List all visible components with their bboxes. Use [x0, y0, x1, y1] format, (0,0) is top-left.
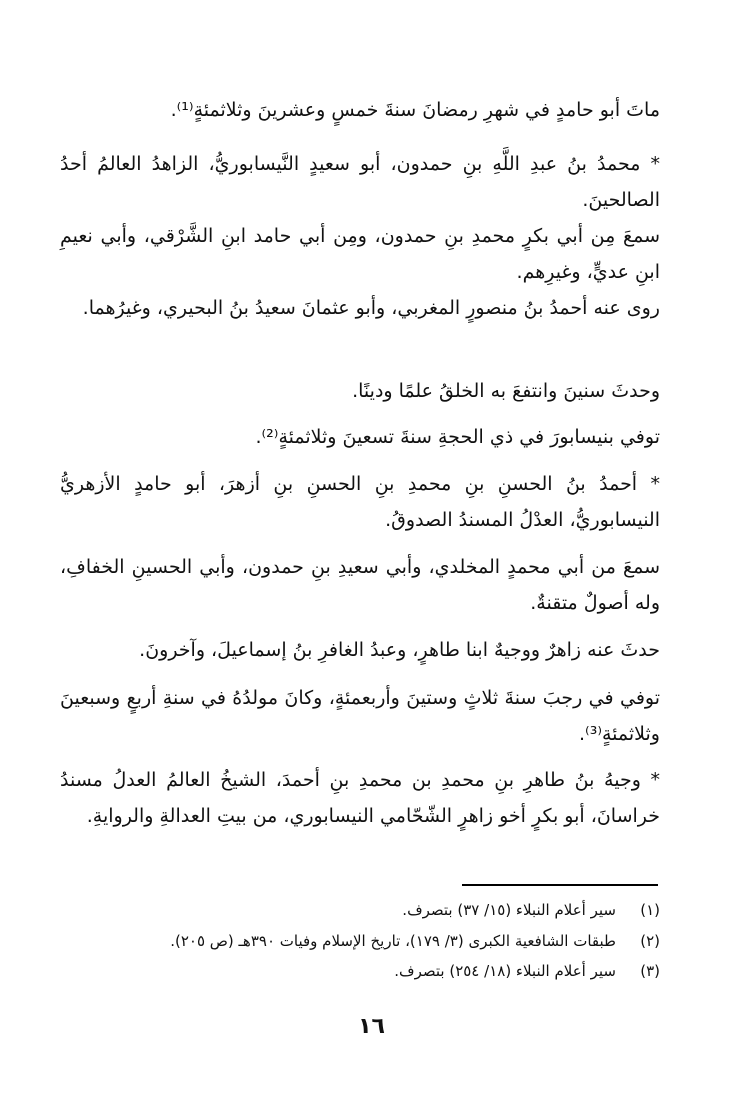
footnote-2 — [60, 931, 660, 951]
footnote-3-number: (٣) — [640, 962, 660, 980]
footnote-2-number: (٢) — [640, 932, 660, 950]
paragraph-8: سمعَ من أبي محمدٍ المخلدي، وأبي سعيدِ بنِ حمدون، وأبي الحسينِ الخفافِ، وله أصولٌ متقنةٌ. — [60, 556, 660, 614]
footnote-3 — [60, 961, 660, 981]
paragraph-2: * محمدُ بنُ عبدِ اللَّهِ بنِ حمدون، أبو سعيدٍ النَّيسابوريُّ، الزاهدُ العالمُ أحدُ الصالحينَ. — [60, 153, 660, 211]
footnote-1 — [60, 900, 660, 920]
footnote-1-number: (١) — [640, 901, 660, 919]
footnote-3-text: سير أعلام النبلاء (١٨/ ٢٥٤) بتصرف. — [394, 962, 616, 980]
footnote-separator — [462, 884, 658, 886]
paragraph-10: توفي في رجبَ سنةَ ثلاثٍ وستينَ وأربعمئةٍ، وكانَ مولدُهُ في سنةِ أربعٍ وسبعينَ وثلاثمئةٍ⁽³⁾. — [60, 687, 660, 745]
paragraph-1: ماتَ أبو حامدٍ في شهرِ رمضانَ سنةَ خمسٍ وعشرينَ وثلاثمئةٍ⁽¹⁾. — [170, 99, 660, 121]
paragraph-11: * وجيهُ بنُ طاهرِ بنِ محمدِ بن محمدِ بنِ أحمدَ، الشيخُ العالمُ العدلُ مسندُ خراسانَ، أبو بكرٍ أخو زاهرٍ الشّحّامي النيسابوري، من بيتِ العدالةِ والروايةِ. — [60, 769, 660, 827]
paragraph-6: توفي بنيسابورَ في ذي الحجةِ سنةَ تسعينَ وثلاثمئةٍ⁽²⁾. — [255, 426, 660, 448]
paragraph-7: * أحمدُ بنُ الحسنِ بنِ محمدِ بنِ الحسنِ بنِ أزهرَ، أبو حامدٍ الأزهريُّ النيسابوريُّ، العدْلُ المسندُ الصدوقُ. — [60, 473, 660, 531]
paragraph-3: سمعَ مِن أبي بكرٍ محمدِ بنِ حمدون، ومِن أبي حامد ابنِ الشَّرْقي، وأبي نعيمِ ابنِ عديٍّ، وغيرِهم. — [60, 225, 660, 283]
page-number: ١٦ — [358, 1014, 385, 1039]
paragraph-4: روى عنه أحمدُ بنُ منصورٍ المغربي، وأبو عثمانَ سعيدُ بنُ البحيري، وغيرُهما. — [82, 297, 660, 319]
paragraph-5: وحدثَ سنينَ وانتفعَ به الخلقُ علمًا ودينًا. — [352, 380, 660, 402]
footnote-2-text: طبقات الشافعية الكبرى (٣/ ١٧٩)، تاريخ الإسلام وفيات ٣٩٠هـ (ص ٢٠٥). — [170, 932, 616, 950]
paragraph-9: حدثَ عنه زاهرٌ ووجيهٌ ابنا طاهرٍ، وعبدُ الغافرِ بنُ إسماعيلَ، وآخرونَ. — [139, 639, 660, 661]
footnote-1-text: سير أعلام النبلاء (١٥/ ٣٧) بتصرف. — [402, 901, 616, 919]
